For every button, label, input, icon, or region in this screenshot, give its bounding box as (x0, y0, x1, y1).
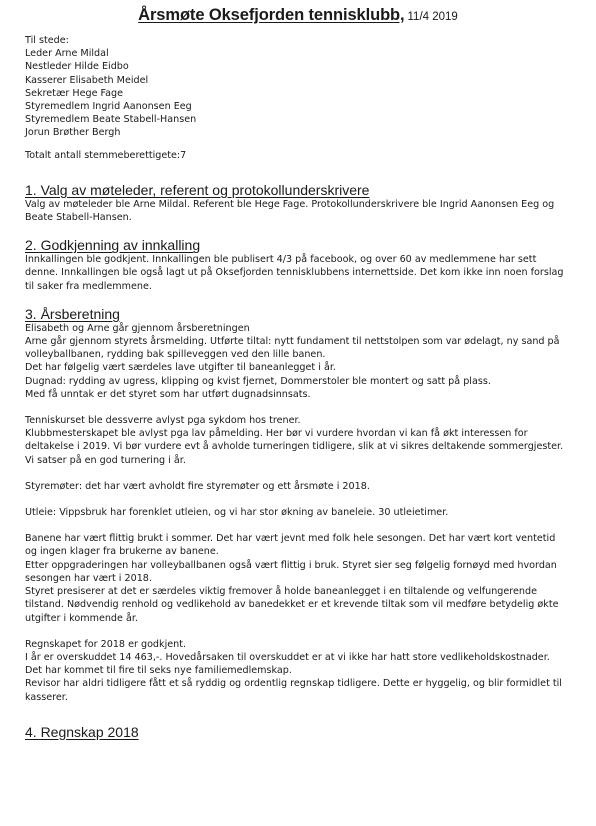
paragraph-line: Vi satser på en god turnering i år. (25, 454, 186, 466)
paragraph-line: Tenniskurset ble dessverre avlyst pga sykdom hos trener. (25, 415, 301, 427)
paragraph-line: Arne går gjennom styrets årsmelding. Utførte tiltal: nytt fundament til nettstolpen som var ødelagt, ny sand på (25, 336, 560, 348)
title-text: Årsmøte Oksefjorden tennisklubb, (138, 6, 405, 24)
paragraph-line: Dugnad: rydding av ugress, klipping og kvist fjernet, Dommerstoler ble montert og satt på plass. (25, 375, 491, 387)
section-3-paragraph-3 (25, 480, 580, 493)
paragraph-line: Elisabeth og Arne går gjennom årsberetningen (25, 322, 250, 334)
document-title (0, 5, 596, 25)
section-3-paragraph-4 (25, 506, 580, 519)
section-4 (25, 724, 580, 740)
document-body (25, 34, 580, 740)
paragraph-line: utgifter i kommende år. (25, 612, 138, 624)
paragraph-line: Det har følgelig vært særdeles lave utgifter til baneanlegget i år. (25, 362, 336, 374)
paragraph-line: Revisor har aldri tidligere fått et så ryddig og ordentlig regnskap tidligere. Dette er hyggelig, og blir formidlet til (25, 678, 562, 690)
section-1 (25, 182, 580, 224)
paragraph-line: Styremøter: det har vært avholdt fire styremøter og ett årsmøte i 2018. (25, 480, 370, 492)
attendee-treasurer: Kasserer Elisabeth Meidel (25, 74, 149, 86)
section-3-paragraph-6 (25, 638, 580, 704)
paragraph-line: og ingen klager fra brukerne av banene. (25, 546, 219, 558)
paragraph-line: I år er overskuddet 14 463,-. Hovedårsaken til overskuddet er at vi ikke har hatt store vedlikeholdskostnader. (25, 651, 550, 663)
meeting-date: 11/4 2019 (407, 11, 458, 23)
section-2-line: Innkallingen ble godkjent. Innkallingen ble publisert 4/3 på facebook, og over 60 av medlemmene har sett (25, 254, 537, 266)
paragraph-line: Utleie: Vippsbruk har forenklet utleien, og vi har stor økning av baneleie. 30 utleietimer. (25, 507, 449, 519)
attendance-heading: Til stede: (25, 35, 69, 46)
attendee-secretary: Sekretær Hege Fage (25, 87, 124, 99)
paragraph-line: Med få unntak er det styret som har utført dugnadsinnsats. (25, 388, 311, 400)
voting-total: Totalt antall stemmeberettigete:7 (25, 149, 187, 161)
section-4-heading: 4. Regnskap 2018 (25, 723, 139, 740)
section-3-paragraph-2 (25, 414, 580, 467)
section-3-heading: 3. Årsberetning (25, 305, 120, 322)
paragraph-line: deltakelse i 2019. Vi bør vurdere evt å avholde turneringen tidligere, slik at vi sikres deltakende sommergjester. (25, 441, 564, 453)
attendance-block (25, 34, 580, 162)
section-1-line: Beate Stabell-Hansen. (25, 212, 132, 224)
section-1-heading: 1. Valg av møteleder, referent og protokollunderskrivere (25, 181, 370, 198)
attendee-leader: Leder Arne Mildal (25, 48, 109, 60)
paragraph-line: sesongen har vært i 2018. (25, 572, 152, 584)
section-1-line: Valg av møteleder ble Arne Mildal. Referent ble Hege Fage. Protokollunderskrivere ble Ingrid Aanonsen Eeg og (25, 198, 555, 210)
paragraph-line: volleyballbanen, rydding bak spilleveggen ved den lille banen. (25, 349, 326, 361)
paragraph-line: Banene har vært flittig brukt i sommer. Det har vært jevnt med folk hele sesongen. Det har vært kort ventetid (25, 533, 556, 545)
attendee-board-member-2: Styremedlem Beate Stabell-Hansen (25, 114, 197, 126)
section-2-line: til saker fra medlemmene. (25, 280, 152, 292)
section-2 (25, 237, 580, 293)
paragraph-line: Styret presiserer at det er særdeles viktig fremover å holde baneanlegget i en tiltalende og velfungerende (25, 586, 537, 598)
attendee-deputy-leader: Nestleder Hilde Eidbo (25, 61, 129, 73)
paragraph-line: Regnskapet for 2018 er godkjent. (25, 638, 187, 650)
paragraph-line: tilstand. Nødvendig renhold og vedlikehold av banedekket er et krevende tiltak som vil medføre betydelig økte (25, 599, 559, 611)
paragraph-line: Det har kommet til fire til seks nye familiemedlemskap. (25, 665, 292, 677)
section-3-paragraph-5 (25, 532, 580, 624)
section-2-heading: 2. Godkjenning av innkalling (25, 237, 201, 254)
paragraph-line: Klubbmesterskapet ble avlyst pga lav påmelding. Her bør vi vurdere hvordan vi kan få økt interessen for (25, 428, 528, 440)
paragraph-line: Etter oppgraderingen har volleyballbanen også vært flittig i bruk. Styret sier seg følgelig fornøyd med hvordan (25, 559, 557, 571)
section-2-line: denne. Innkallingen ble også lagt ut på Oksefjorden tennisklubbens internettside. Det kom ikke inn noen forslag (25, 267, 564, 279)
attendee-board-member-1: Styremedlem Ingrid Aanonsen Eeg (25, 101, 192, 113)
section-3 (25, 306, 580, 704)
attendee-member: Jorun Brøther Bergh (25, 127, 121, 139)
paragraph-line: kasserer. (25, 691, 68, 703)
section-3-paragraph-1 (25, 322, 580, 401)
